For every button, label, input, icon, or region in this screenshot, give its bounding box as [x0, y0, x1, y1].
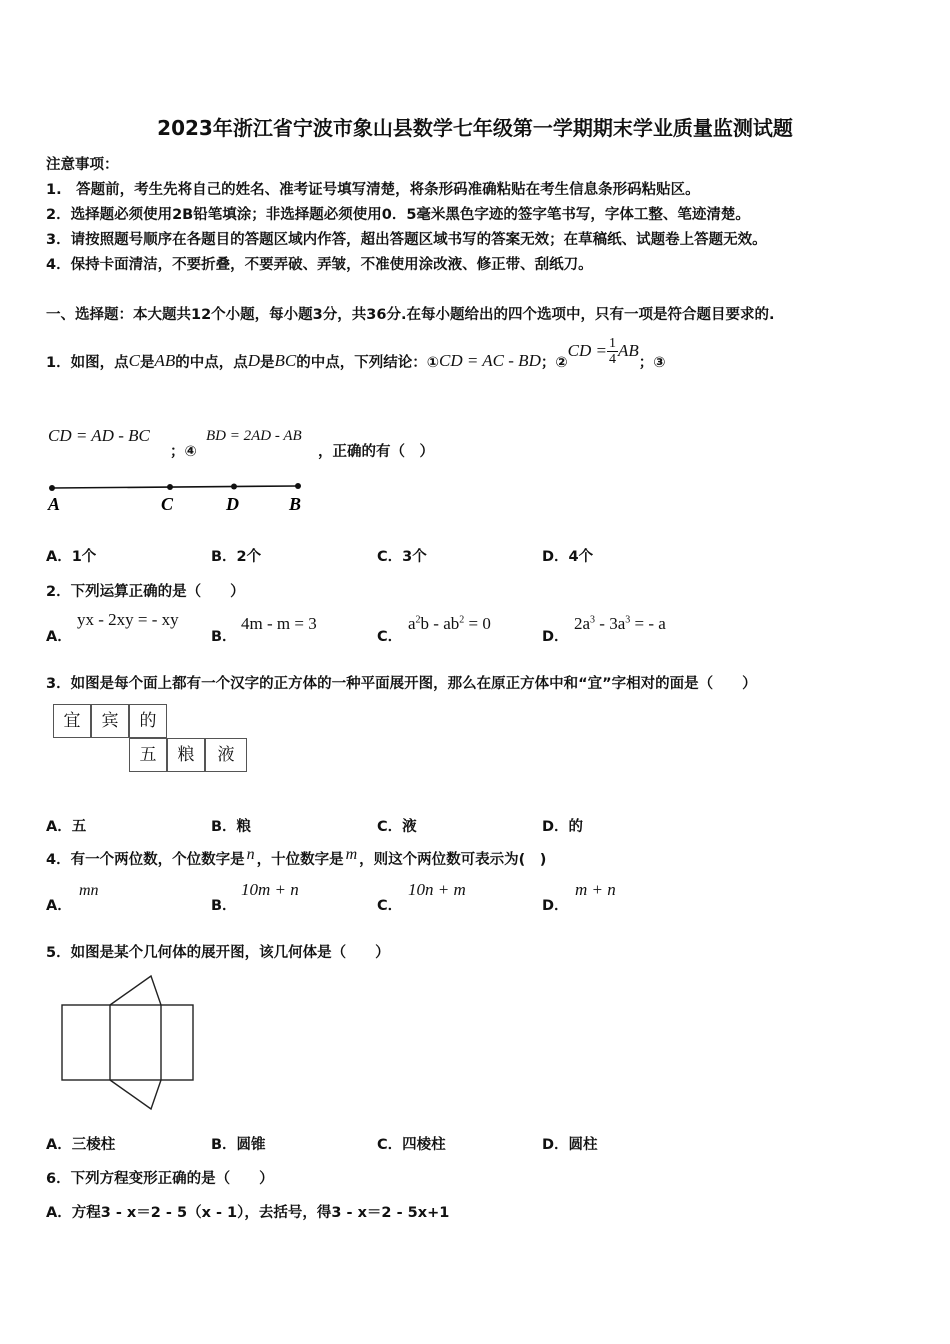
point-c-dot	[167, 484, 173, 490]
q6-option-a[interactable]: A．方程3 - x＝2 - 5（x - 1），去括号，得3 - x＝2 - 5x+1	[46, 1205, 450, 1221]
page-title: 2023年浙江省宁波市象山县数学七年级第一学期期末学业质量监测试题	[157, 116, 793, 140]
q2-option-d-letter[interactable]: D．	[542, 629, 569, 645]
note-item-3: 3．请按照题号顺序在各题目的答题区域内作答，超出答题区域书写的答案无效；在草稿纸、试题卷上答题无效。	[46, 232, 767, 248]
q2-c-end: = 0	[464, 614, 491, 633]
q1-segment-ab: AB	[154, 351, 176, 370]
q2-d-end: = - a	[630, 614, 666, 633]
q1-fraction-denominator: 4	[608, 351, 616, 367]
net-cell-6: 液	[205, 738, 247, 772]
question-5-stem: 5．如图是某个几何体的展开图，该几何体是（ ）	[46, 945, 390, 961]
q3-option-b[interactable]: B．粮	[211, 819, 252, 835]
q1-option-a[interactable]: A．1个	[46, 549, 97, 565]
q2-d-exp-2: 3	[625, 614, 631, 626]
point-a-label: A	[48, 494, 61, 514]
q1-text-7: ；③	[638, 354, 666, 371]
net-top-triangle	[110, 976, 161, 1005]
question-3-stem: 3．如图是每个面上都有一个汉字的正方体的一种平面展开图，那么在原正方体中和“宜”字相对的面是（ ）	[46, 676, 757, 692]
question-2-stem: 2．下列运算正确的是（ ）	[46, 584, 245, 600]
q4-option-b-expr: 10m + n	[241, 880, 299, 899]
q3-option-a[interactable]: A．五	[46, 819, 87, 835]
note-item-1: 1. 答题前，考生先将自己的姓名、准考证号填写清楚，将条形码准确粘贴在考生信息条形码粘贴区。	[46, 182, 700, 198]
net-rectangles-outline	[62, 1005, 193, 1080]
q1-option-d[interactable]: D．4个	[542, 549, 594, 565]
q4-text-2: ，十位数字是	[256, 852, 344, 868]
q1-conclusion-2	[568, 336, 639, 367]
q5-option-c[interactable]: C．四棱柱	[377, 1137, 446, 1153]
q1-option-b[interactable]: B．2个	[211, 549, 262, 565]
q2-c-exp-1: 2	[415, 614, 421, 626]
q5-option-d[interactable]: D．圆柱	[542, 1137, 598, 1153]
q2-c-exp-2: 2	[459, 614, 465, 626]
q4-text-3: ，则这个两位数可表示为( )	[359, 852, 547, 868]
q1-c2-right: AB	[617, 341, 639, 360]
q2-option-d-expr	[574, 614, 666, 634]
point-c-label: C	[161, 494, 174, 514]
q1-conclusion-4: BD = 2AD - AB	[206, 428, 302, 444]
net-cell-3: 的	[129, 704, 167, 738]
note-item-4: 4．保持卡面清洁，不要折叠，不要弄破、弄皱，不准使用涂改液、修正带、刮纸刀。	[46, 257, 593, 273]
note-item-2: 2．选择题必须使用2B铅笔填涂；非选择题必须使用0．5毫米黑色字迹的签字笔书写，字体工整、笔迹清楚。	[46, 207, 750, 223]
q4-option-a-letter[interactable]: A．	[46, 898, 72, 914]
q2-c-base: a	[408, 614, 416, 633]
q2-option-b-expr: 4m - m = 3	[241, 614, 317, 633]
q2-d-base: 2a	[574, 614, 591, 633]
point-d-dot	[231, 484, 237, 490]
q2-option-c-letter[interactable]: C．	[377, 629, 403, 645]
q1-text-8: ；④	[170, 444, 197, 460]
q1-c2-left: CD =	[567, 341, 607, 360]
q1-point-c: C	[128, 351, 140, 370]
question-6-stem: 6．下列方程变形正确的是（ ）	[46, 1171, 274, 1187]
segment-line	[52, 486, 298, 488]
net-cell-1: 宜	[53, 704, 91, 738]
q3-option-d[interactable]: D．的	[542, 819, 584, 835]
net-cell-2: 宾	[91, 704, 129, 738]
q1-segment-figure	[40, 476, 320, 516]
q4-option-a-expr: mn	[79, 882, 99, 899]
net-bottom-triangle	[110, 1080, 161, 1109]
q2-d-mid: - 3a	[595, 614, 626, 633]
q4-var-n: n	[246, 846, 255, 863]
q1-text-9: ，正确的有（ ）	[318, 444, 434, 460]
q2-option-a-expr: yx - 2xy = - xy	[77, 610, 179, 629]
q1-conclusion-3: CD = AD - BC	[48, 426, 150, 445]
q1-text-1: 1．如图，点	[46, 354, 129, 371]
q1-text-6: ；②	[540, 354, 568, 371]
net-cell-5: 粮	[167, 738, 205, 772]
q2-option-a-letter[interactable]: A．	[46, 629, 72, 645]
q5-option-a[interactable]: A．三棱柱	[46, 1137, 116, 1153]
point-b-label: B	[289, 494, 302, 514]
q5-prism-net-figure	[55, 970, 205, 1115]
q4-var-m: m	[345, 846, 358, 863]
point-a-dot	[49, 485, 55, 491]
question-4-stem	[46, 848, 546, 869]
notes-header: 注意事项：	[46, 157, 119, 173]
question-1-stem	[46, 326, 666, 396]
point-b-dot	[295, 483, 301, 489]
q1-segment-bc: BC	[274, 351, 297, 370]
q1-text-2: 是	[139, 354, 155, 371]
q2-d-exp-1: 3	[590, 614, 596, 626]
q1-text-5: 的中点，下列结论：①	[296, 354, 440, 371]
q1-text-4: 是	[260, 354, 275, 371]
q4-option-c-letter[interactable]: C．	[377, 898, 403, 914]
q4-option-c-expr: 10n + m	[408, 880, 466, 899]
q5-option-b[interactable]: B．圆锥	[211, 1137, 266, 1153]
section-heading: 一、选择题：本大题共12个小题，每小题3分，共36分.在每小题给出的四个选项中，只有一项是符合题目要求的.	[46, 307, 775, 323]
q4-option-d-expr: m + n	[575, 880, 616, 899]
q1-fraction	[607, 336, 618, 367]
q1-fraction-numerator: 1	[608, 335, 616, 351]
q1-conclusion-1: CD = AC - BD	[439, 351, 541, 370]
q1-text-3: 的中点，点	[175, 354, 248, 371]
q2-c-mid: b - ab	[420, 614, 460, 633]
q1-option-c[interactable]: C．3个	[377, 549, 427, 565]
q3-option-c[interactable]: C．液	[377, 819, 417, 835]
q4-text-1: 4．有一个两位数，个位数字是	[46, 852, 245, 868]
point-d-label: D	[226, 494, 239, 514]
q4-option-d-letter[interactable]: D．	[542, 898, 569, 914]
q4-option-b-letter[interactable]: B．	[211, 898, 237, 914]
q2-option-c-expr	[408, 614, 491, 634]
net-cell-4: 五	[129, 738, 167, 772]
q1-point-d: D	[247, 351, 260, 370]
q2-option-b-letter[interactable]: B．	[211, 629, 237, 645]
